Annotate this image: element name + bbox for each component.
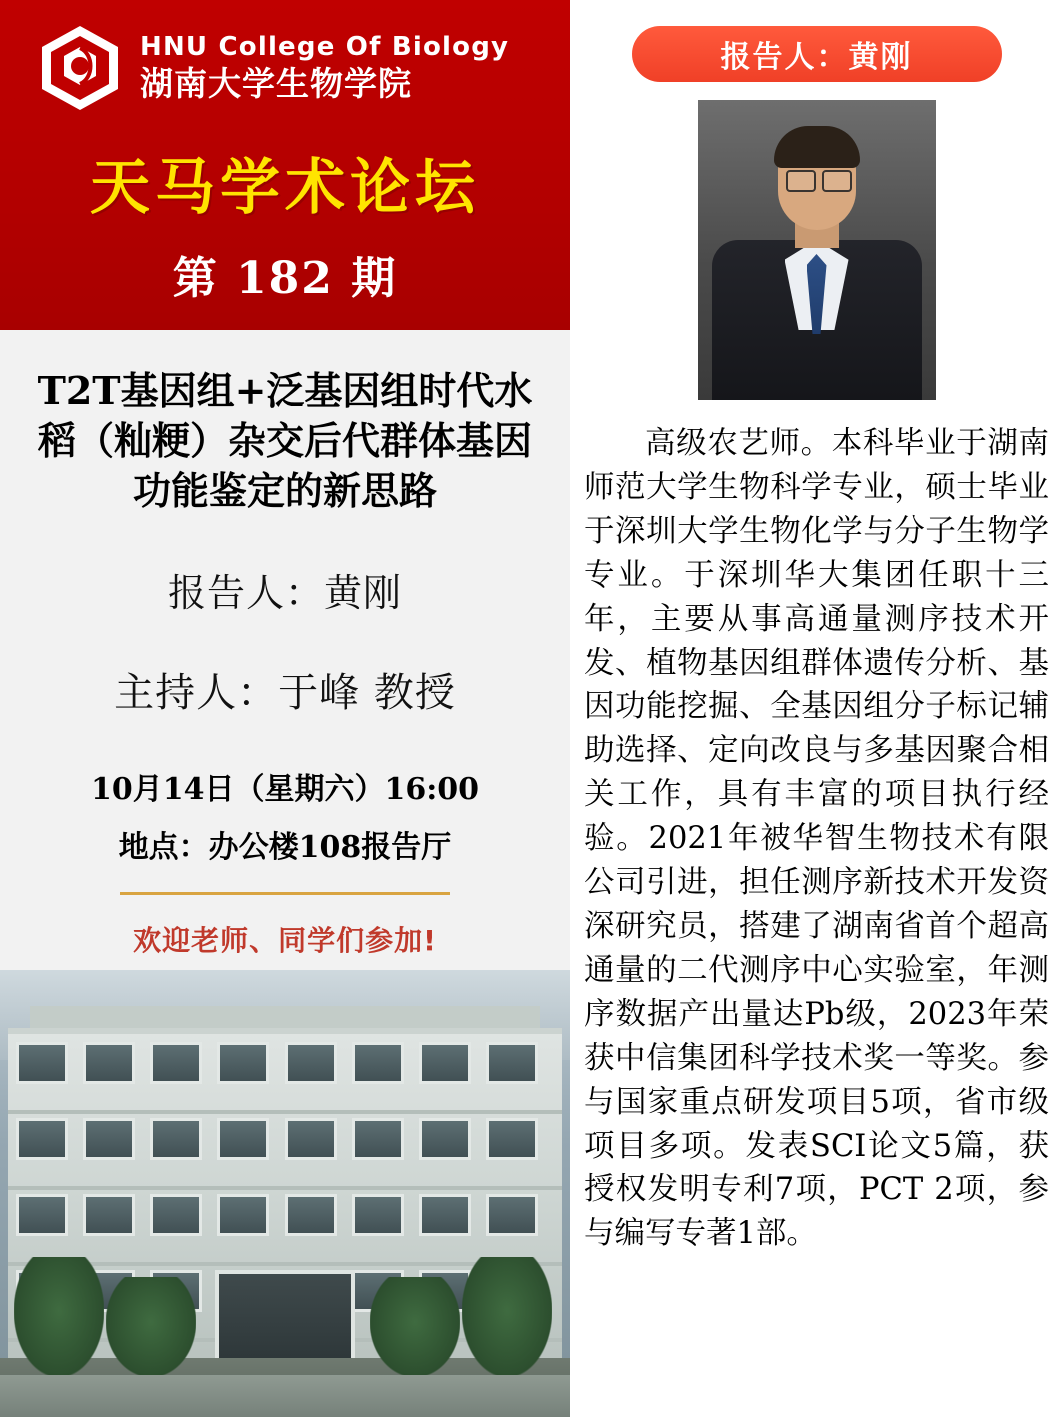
header-band (0, 0, 570, 330)
portrait-hair (774, 126, 860, 168)
welcome-line: 欢迎老师、同学们参加! (133, 924, 437, 958)
datetime-line: 10月14日（星期六）16:00 (90, 772, 480, 808)
tree (14, 1257, 104, 1377)
gold-divider (120, 892, 450, 895)
tree (370, 1277, 460, 1377)
glasses-icon (822, 170, 852, 192)
logo-english-name: HNU College Of Biology (140, 32, 510, 63)
glasses-icon (786, 170, 816, 192)
speaker-line: 报告人：黄刚 (167, 571, 402, 616)
hnu-logo-icon (34, 22, 126, 114)
ground (0, 1375, 570, 1417)
speaker-portrait (698, 100, 936, 400)
issue-number: 第 182 期 (172, 253, 398, 304)
speaker-badge: 报告人：黄刚 (632, 26, 1002, 82)
tree (106, 1277, 196, 1377)
talk-info-block (0, 330, 570, 970)
logo-text (140, 34, 509, 102)
right-column (570, 0, 1061, 1417)
logo-chinese-name: 湖南大学生物学院 (140, 64, 412, 104)
talk-title: T2T基因组+泛基因组时代水稻（籼粳）杂交后代群体基因功能鉴定的新思路 (37, 368, 533, 514)
tree (462, 1257, 552, 1377)
host-line: 主持人：于峰 教授 (114, 670, 456, 717)
place-line: 地点：办公楼108报告厅 (118, 830, 452, 866)
speaker-bio: 高级农艺师。本科毕业于湖南师范大学生物科学专业，硕士毕业于深圳大学生物化学与分子生物学专业。于深圳华大集团任职十三年，主要从事高通量测序技术开发、植物基因组群体遗传分析、基因功能挖掘、全基因组分子标记辅助选择、定向改良与多基因聚合相关工作，具有丰富的项目执行经验。2021年被华智生物技术有限公司引进，担任测序新技术开发资深研究员，搭建了湖南省首个超高通量的二代测序中心实验室，年测序数据产出量达Pb级，2023年荣获中信集团科学技术奖一等奖。参与国家重点研发项目5项，省市级项目多项。发表SCI论文5篇，获授权发明专利7项，PCT 2项，参与编写专著1部。 (584, 426, 1049, 1252)
forum-title: 天马学术论坛 (90, 153, 480, 223)
building-photo (0, 970, 570, 1417)
logo-row (0, 18, 570, 118)
